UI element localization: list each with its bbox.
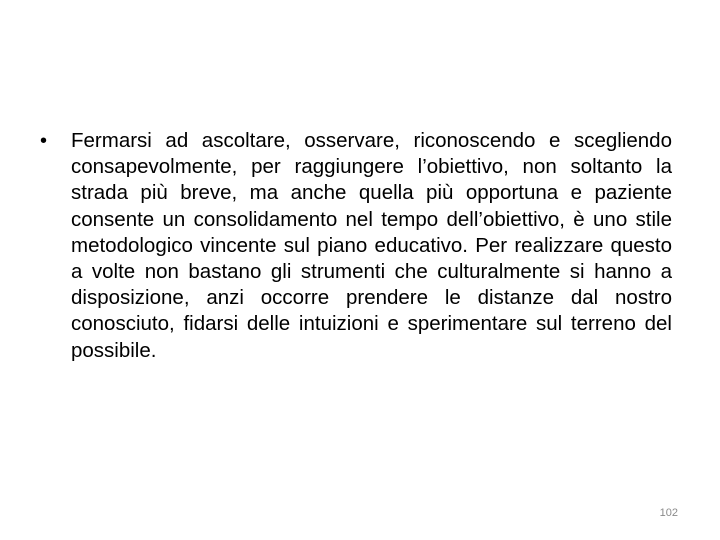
page-number: 102: [659, 507, 678, 519]
bullet-item: [40, 128, 672, 364]
bullet-icon: •: [40, 130, 48, 152]
slide-content: [40, 128, 672, 364]
bullet-paragraph: Fermarsi ad ascoltare, osservare, riconoscendo e scegliendo consapevolmente, per raggiungere l’obiettivo, non soltanto la strada più breve, ma anche quella più opportuna e paziente consente un consolidamento nel tempo dell’obiettivo, è uno stile metodologico vincente sul piano educativo. Per realizzare questo a volte non bastano gli strumenti che culturalmente si hanno a disposizione, anzi occorre prendere le distanze dal nostro conosciuto, fidarsi delle intuizioni e sperimentare sul terreno del possibile.: [71, 129, 672, 362]
